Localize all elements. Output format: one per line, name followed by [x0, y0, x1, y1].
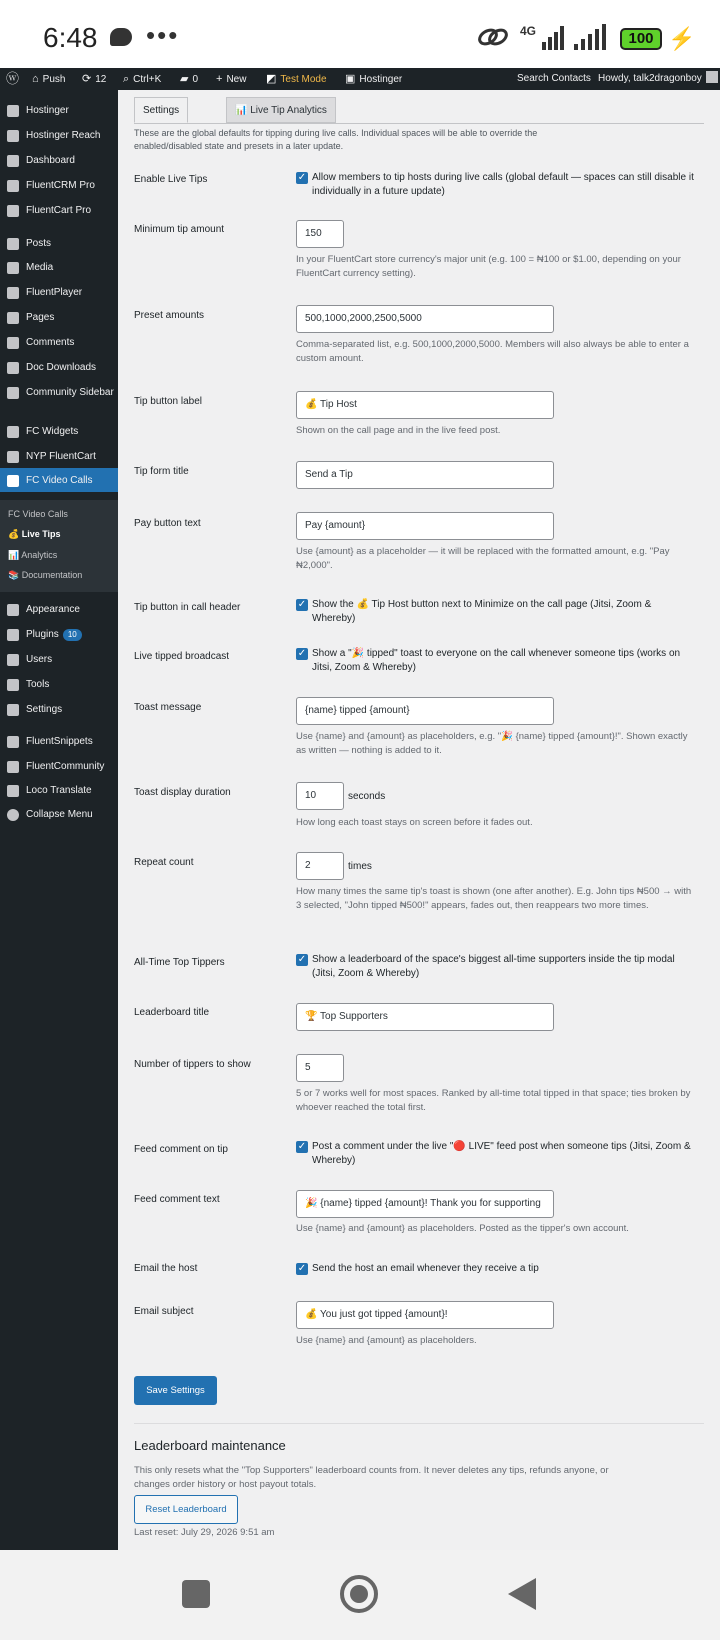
refresh-icon: ⟳ — [82, 73, 92, 85]
num-tippers-input[interactable]: 5 — [296, 1054, 344, 1082]
plugins-update-badge: 10 — [63, 629, 82, 641]
email-subject-desc: Use {name} and {amount} as placeholders. — [296, 1335, 477, 1346]
more-notifications-icon: ••• — [146, 20, 180, 50]
num-tippers-label: Number of tippers to show — [134, 1059, 251, 1070]
submenu-fc-video-calls[interactable]: FC Video Calls — [8, 509, 68, 519]
toast-duration-input[interactable]: 10 — [296, 782, 344, 810]
toast-message-label: Toast message — [134, 702, 202, 713]
last-reset-text: Last reset: July 29, 2026 9:51 am — [134, 1527, 275, 1538]
comments-icon — [7, 337, 19, 349]
email-subject-input[interactable]: 💰 You just got tipped {amount}! — [296, 1301, 554, 1329]
email-subject-label: Email subject — [134, 1306, 194, 1317]
cart-icon — [7, 205, 19, 217]
leaderboard-title-label: Leaderboard title — [134, 1007, 210, 1018]
wrench-icon — [7, 679, 19, 691]
feed-comment-text-label: Feed comment text — [134, 1194, 220, 1205]
submenu-live-tips[interactable]: 💰 Live Tips — [8, 529, 61, 539]
leaderboard-maintenance-desc: This only resets what the "Top Supporters" leaderboard counts from. It never deletes any tips, refunds anyone, or changes order history or host payout totals. — [134, 1465, 609, 1490]
hostinger-icon — [7, 105, 19, 117]
tab-divider — [134, 123, 704, 124]
leaderboard-title-input[interactable]: 🏆 Top Supporters — [296, 1003, 554, 1031]
tip-form-title-input[interactable]: Send a Tip — [296, 461, 554, 489]
toast-duration-label: Toast display duration — [134, 787, 231, 798]
sidebar-item-fc-video-calls[interactable]: FC Video Calls — [0, 468, 118, 492]
brush-icon — [7, 604, 19, 616]
home-button[interactable] — [340, 1575, 378, 1613]
tab-live-tip-analytics[interactable]: 📊 Live Tip Analytics — [226, 97, 336, 123]
feed-comment-label: Feed comment on tip — [134, 1144, 228, 1155]
email-host-row: ✓ Send the host an email whenever they receive a tip — [297, 1263, 539, 1274]
community-icon — [7, 387, 19, 399]
wordpress-logo-icon[interactable]: ⓦ — [6, 71, 20, 86]
save-settings-button[interactable]: Save Settings — [134, 1376, 217, 1405]
tip-button-label-label: Tip button label — [134, 396, 203, 407]
live-broadcast-checkbox[interactable]: ✓ — [297, 648, 307, 659]
repeat-count-suffix: times — [348, 861, 372, 872]
toast-message-input[interactable]: {name} tipped {amount} — [296, 697, 554, 725]
feed-comment-row: ✓ Post a comment under the live "🔴 LIVE" feed post when someone tips (Jitsi, Zoom & Whereby) — [297, 1141, 691, 1166]
reach-icon — [7, 130, 19, 142]
hostinger-logo-icon: ▣ — [345, 73, 356, 85]
feed-comment-text-input[interactable]: 🎉 {name} tipped {amount}! Thank you for supporting — [296, 1190, 554, 1218]
leaderboard-maintenance-title: Leaderboard maintenance — [134, 1438, 286, 1453]
tip-button-label-input[interactable]: 💰 Tip Host — [296, 391, 554, 419]
min-tip-input[interactable]: 150 — [296, 220, 344, 248]
new-content-link[interactable]: + New — [216, 68, 246, 90]
search-icon: ⌕ — [123, 73, 130, 85]
translate-icon — [7, 785, 19, 797]
collapse-icon — [7, 809, 19, 821]
back-button[interactable] — [508, 1578, 536, 1610]
top-tippers-row: ✓ Show a leaderboard of the space's biggest all-time supporters inside the tip modal (Jitsi, Zoom & Whereby) — [297, 954, 675, 979]
pages-icon — [7, 312, 19, 324]
status-time: 6:48 — [43, 22, 98, 53]
min-tip-label: Minimum tip amount — [134, 224, 225, 235]
tab-settings[interactable]: Settings — [134, 97, 188, 123]
section-divider — [134, 1423, 704, 1424]
feed-comment-text-desc: Use {name} and {amount} as placeholders. Posted as the tipper's own account. — [296, 1223, 629, 1234]
charging-icon: ⚡ — [668, 26, 696, 51]
toast-duration-desc: How long each toast stays on screen before it fades out. — [296, 817, 533, 828]
live-broadcast-row: ✓ Show a "🎉 tipped" toast to everyone on the call whenever someone tips (works on Jitsi, Zoom & Whereby) — [297, 648, 681, 673]
updates-link[interactable]: ⟳ 12 — [82, 68, 106, 90]
repeat-count-input[interactable]: 2 — [296, 852, 344, 880]
pay-button-text-input[interactable]: Pay {amount} — [296, 512, 554, 540]
top-tippers-label: All-Time Top Tippers — [134, 957, 225, 968]
pay-button-text-desc: Use {amount} as a placeholder — it will be replaced with the formatted amount, e.g. "Pay ₦2,000". — [296, 546, 670, 571]
media-icon — [7, 262, 19, 274]
widgets-icon — [7, 426, 19, 438]
plus-icon: + — [216, 73, 223, 85]
site-link[interactable]: ⌂ Push — [32, 68, 65, 90]
link-icon — [477, 26, 509, 48]
enable-live-tips-checkbox[interactable]: ✓ — [297, 172, 307, 183]
signal-icon — [528, 24, 562, 50]
battery-icon: 100 — [620, 28, 662, 50]
repeat-count-label: Repeat count — [134, 857, 194, 868]
enable-live-tips-label: Enable Live Tips — [134, 174, 208, 185]
admin-bar — [0, 68, 720, 90]
users-icon — [7, 654, 19, 666]
tip-button-header-row: ✓ Show the 💰 Tip Host button next to Minimize on the call page (Jitsi, Zoom & Whereby) — [297, 599, 652, 624]
crm-icon — [7, 180, 19, 192]
status-bar — [0, 0, 720, 68]
submenu-analytics[interactable]: 📊 Analytics — [8, 550, 58, 560]
chat-notification-icon — [110, 28, 132, 46]
toast-message-desc: Use {name} and {amount} as placeholders, e.g. "🎉 {name} tipped {amount}!". Shown exactly as written — nothing is added to it. — [296, 731, 688, 756]
repeat-count-desc: How many times the same tip's toast is shown (one after another). E.g. John tips ₦500 → with 3 selected, "John tipped ₦500!" appears, fades out, then reappears two more times. — [296, 886, 692, 911]
pin-icon — [7, 238, 19, 250]
admin-sidebar: Hostinger Hostinger Reach Dashboard FluentCRM Pro FluentCart Pro Posts Media FluentPlayer Pages Comments Doc Downloads Community Sidebar FC Widgets NYP FluentCart FC Video Calls Appearance Plugins 10 Users Tools Settings FluentSnippets FluentCommunity Loco Translate Collapse Menu — [0, 90, 118, 1550]
pay-button-text-label: Pay button text — [134, 518, 201, 529]
test-mode-link[interactable]: ◩ Test Mode — [266, 68, 327, 90]
test-mode-icon: ◩ — [266, 73, 277, 85]
enable-live-tips-row: ✓ Allow members to tip hosts during live calls (global default — spaces can still disable it individually in a future update) — [297, 172, 694, 197]
video-icon — [7, 475, 19, 487]
tip-form-title-label: Tip form title — [134, 466, 189, 477]
tip-button-label-desc: Shown on the call page and in the live feed post. — [296, 425, 501, 436]
min-tip-desc: In your FluentCart store currency's major unit (e.g. 100 = ₦100 or $1.00, depending on your FluentCart currency setting). — [296, 254, 681, 279]
home-icon: ⌂ — [32, 73, 39, 85]
search-contacts-link[interactable]: Search Contacts — [517, 73, 591, 84]
video-calls-submenu — [0, 500, 118, 592]
intro-text: These are the global defaults for tipping during live calls. Individual spaces will be able to override the enabled/disabled state and presets in a later update. — [134, 128, 538, 151]
link-icon — [7, 761, 19, 773]
recent-apps-button[interactable] — [182, 1580, 210, 1608]
live-broadcast-label: Live tipped broadcast — [134, 651, 230, 662]
settings-icon — [7, 704, 19, 716]
account-menu[interactable]: Howdy, talk2dragonboy — [598, 68, 718, 90]
plugin-icon — [7, 629, 19, 641]
comments-link[interactable]: ▰ 0 — [180, 68, 198, 90]
search-shortcut[interactable]: ⌕ Ctrl+K — [123, 68, 161, 90]
player-icon — [7, 287, 19, 299]
avatar — [706, 71, 718, 83]
tag-icon — [7, 451, 19, 463]
toast-duration-suffix: seconds — [348, 791, 386, 802]
comment-icon: ▰ — [180, 73, 189, 85]
feed-comment-checkbox[interactable]: ✓ — [297, 1141, 307, 1152]
top-tippers-checkbox[interactable]: ✓ — [297, 954, 307, 965]
tip-button-header-label: Tip button in call header — [134, 602, 241, 613]
tip-button-header-checkbox[interactable]: ✓ — [297, 599, 307, 610]
submenu-documentation[interactable]: 📚 Documentation — [8, 570, 83, 580]
preset-amounts-label: Preset amounts — [134, 310, 205, 321]
network-type: 4G — [520, 24, 537, 38]
email-host-checkbox[interactable]: ✓ — [297, 1263, 307, 1274]
signal-icon-2 — [574, 24, 608, 50]
download-icon — [7, 362, 19, 374]
preset-amounts-desc: Comma-separated list, e.g. 500,1000,2000,5000. Members will also always be able to enter a custom amount. — [296, 339, 689, 364]
preset-amounts-input[interactable]: 500,1000,2000,2500,5000 — [296, 305, 554, 333]
dashboard-icon — [7, 155, 19, 167]
reset-leaderboard-button[interactable]: Reset Leaderboard — [134, 1495, 238, 1524]
shield-icon — [7, 736, 19, 748]
num-tippers-desc: 5 or 7 works well for most spaces. Ranked by all-time total tipped in that space; ties broken by whoever reached the total first. — [296, 1088, 691, 1113]
hostinger-link[interactable]: ▣ Hostinger — [345, 68, 402, 90]
email-host-label: Email the host — [134, 1263, 198, 1274]
